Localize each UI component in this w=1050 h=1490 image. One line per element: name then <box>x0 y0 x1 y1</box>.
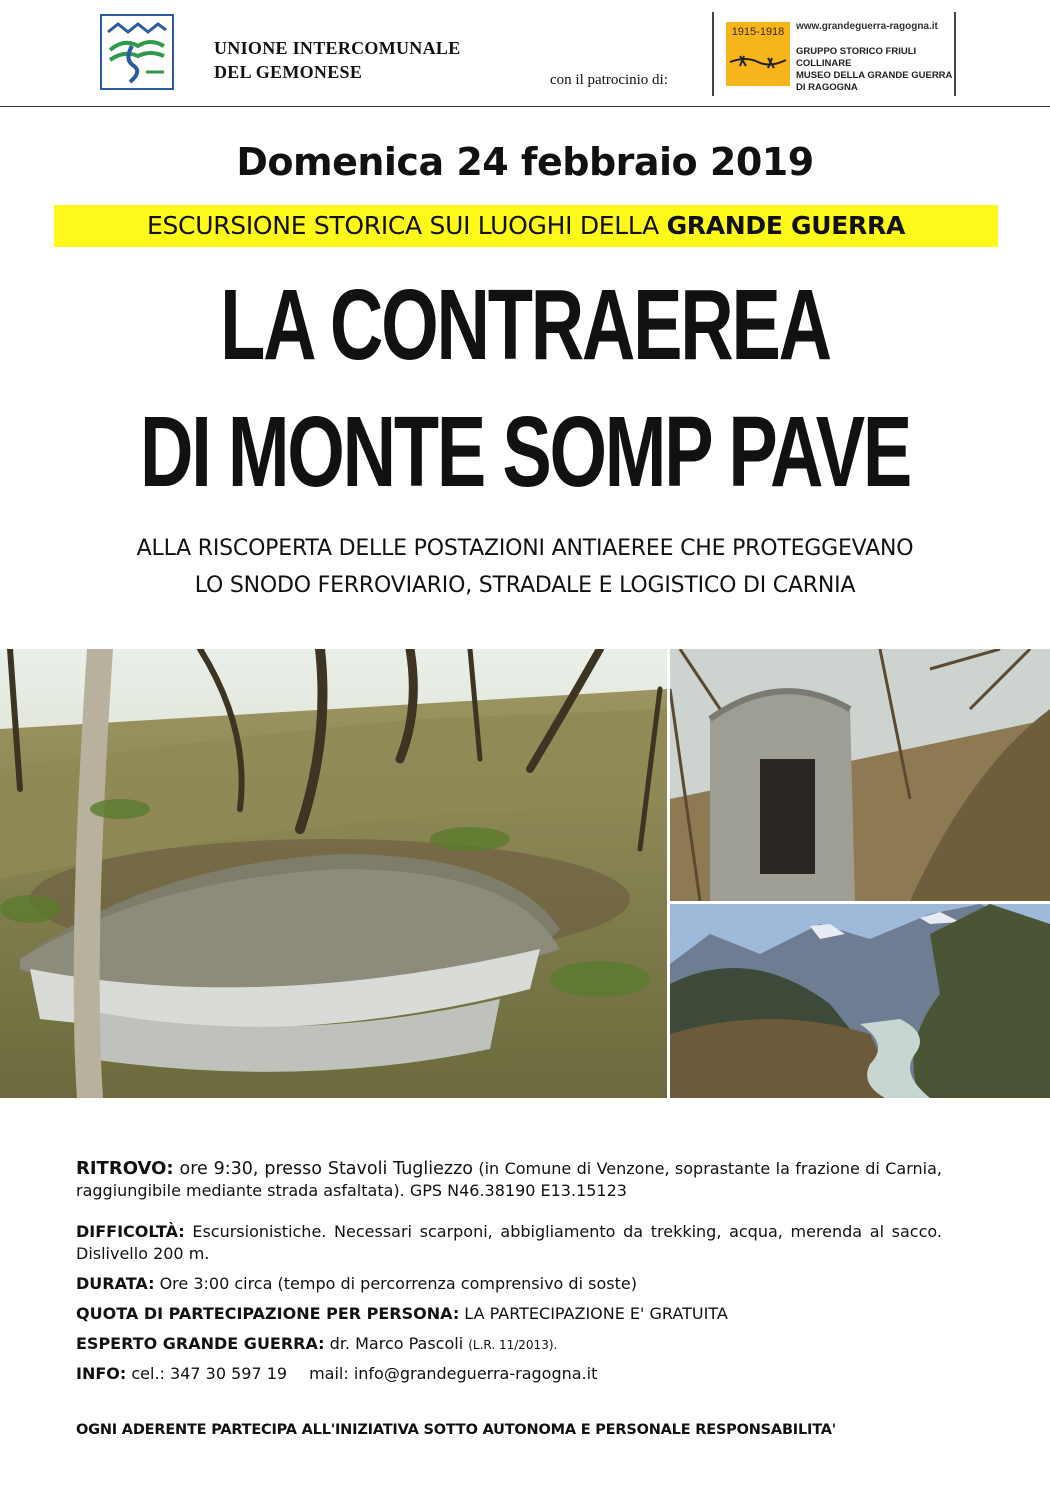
event-date: Domenica 24 febbraio 2019 <box>236 140 814 184</box>
sponsor-url: www.grandeguerra-ragogna.it <box>796 21 938 32</box>
photo-gun-emplacement <box>0 649 667 1098</box>
quota-value: LA PARTECIPAZIONE E' GRATUITA <box>459 1304 728 1323</box>
organization-name <box>214 36 461 84</box>
mountains-river-icon <box>102 16 172 88</box>
photo-stone-hut <box>670 649 1050 901</box>
info-email[interactable]: mail: info@grandeguerra-ragogna.it <box>309 1364 598 1383</box>
header-divider <box>0 106 1050 107</box>
event-title-line2: DI MONTE SOMP PAVE <box>139 396 911 508</box>
sponsor-name <box>796 46 954 94</box>
info-durata <box>76 1273 942 1295</box>
union-logo <box>100 14 174 90</box>
info-esperto <box>76 1333 942 1356</box>
ritrovo-label: RITROVO: <box>76 1158 174 1179</box>
durata-label: DURATA: <box>76 1274 155 1293</box>
difficolta-value: Escursionistiche. Necessari scarponi, abbigliamento da trekking, acqua, merenda al sacco. Dislivello 200 m. <box>76 1222 942 1263</box>
sponsor-name-line1: GRUPPO STORICO FRIULI COLLINARE <box>796 46 917 69</box>
org-name-line1: UNIONE INTERCOMUNALE <box>214 38 461 58</box>
ritrovo-extra: (in Comune di Venzone, soprastante la frazione di Carnia, raggiungibile mediante strada asfaltata). <box>76 1159 943 1200</box>
esperto-note: (L.R. 11/2013). <box>468 1338 558 1352</box>
sponsor-logo <box>712 12 956 96</box>
tagline-line1: ALLA RISCOPERTA DELLE POSTAZIONI ANTIAEREE CHE PROTEGGEVANO <box>136 536 914 561</box>
event-tagline <box>0 530 1050 604</box>
info-label: INFO: <box>76 1364 127 1383</box>
ritrovo-value: ore 9:30, presso Stavoli Tugliezzo <box>173 1159 473 1179</box>
ritrovo-gps: GPS N46.38190 E13.15123 <box>404 1181 627 1200</box>
info-quota <box>76 1303 942 1325</box>
event-title-line1: LA CONTRAEREA <box>220 269 830 381</box>
subtitle-bold: GRANDE GUERRA <box>666 211 906 240</box>
event-subtitle <box>54 208 998 244</box>
esperto-value: dr. Marco Pascoli <box>324 1334 469 1353</box>
sponsor-name-line3: DI RAGOGNA <box>796 82 858 93</box>
barbed-wire-icon <box>726 22 790 86</box>
info-phone: cel.: 347 30 597 19 <box>126 1364 288 1383</box>
info-contact <box>76 1363 942 1385</box>
photo-valley <box>670 904 1050 1098</box>
patronage-label: con il patrocinio di: <box>550 72 668 88</box>
quota-label: QUOTA DI PARTECIPAZIONE PER PERSONA: <box>76 1304 460 1323</box>
difficolta-label: DIFFICOLTÀ: <box>76 1222 185 1241</box>
sponsor-name-line2: MUSEO DELLA GRANDE GUERRA <box>796 70 953 81</box>
org-name-line2: DEL GEMONESE <box>214 62 363 82</box>
tagline-line2: LO SNODO FERROVIARIO, STRADALE E LOGISTICO DI CARNIA <box>194 573 856 598</box>
info-ritrovo <box>76 1158 942 1202</box>
esperto-label: ESPERTO GRANDE GUERRA: <box>76 1334 325 1353</box>
sponsor-badge <box>726 22 790 86</box>
subtitle-prefix: ESCURSIONE STORICA SUI LUOGHI DELLA <box>146 211 667 240</box>
durata-value: Ore 3:00 circa (tempo di percorrenza comprensivo di soste) <box>154 1274 637 1293</box>
info-difficolta <box>76 1221 942 1265</box>
sponsor-years: 1915-1918 <box>731 26 785 38</box>
disclaimer: OGNI ADERENTE PARTECIPA ALL'INIZIATIVA SOTTO AUTONOMA E PERSONALE RESPONSABILITA' <box>76 1422 837 1438</box>
